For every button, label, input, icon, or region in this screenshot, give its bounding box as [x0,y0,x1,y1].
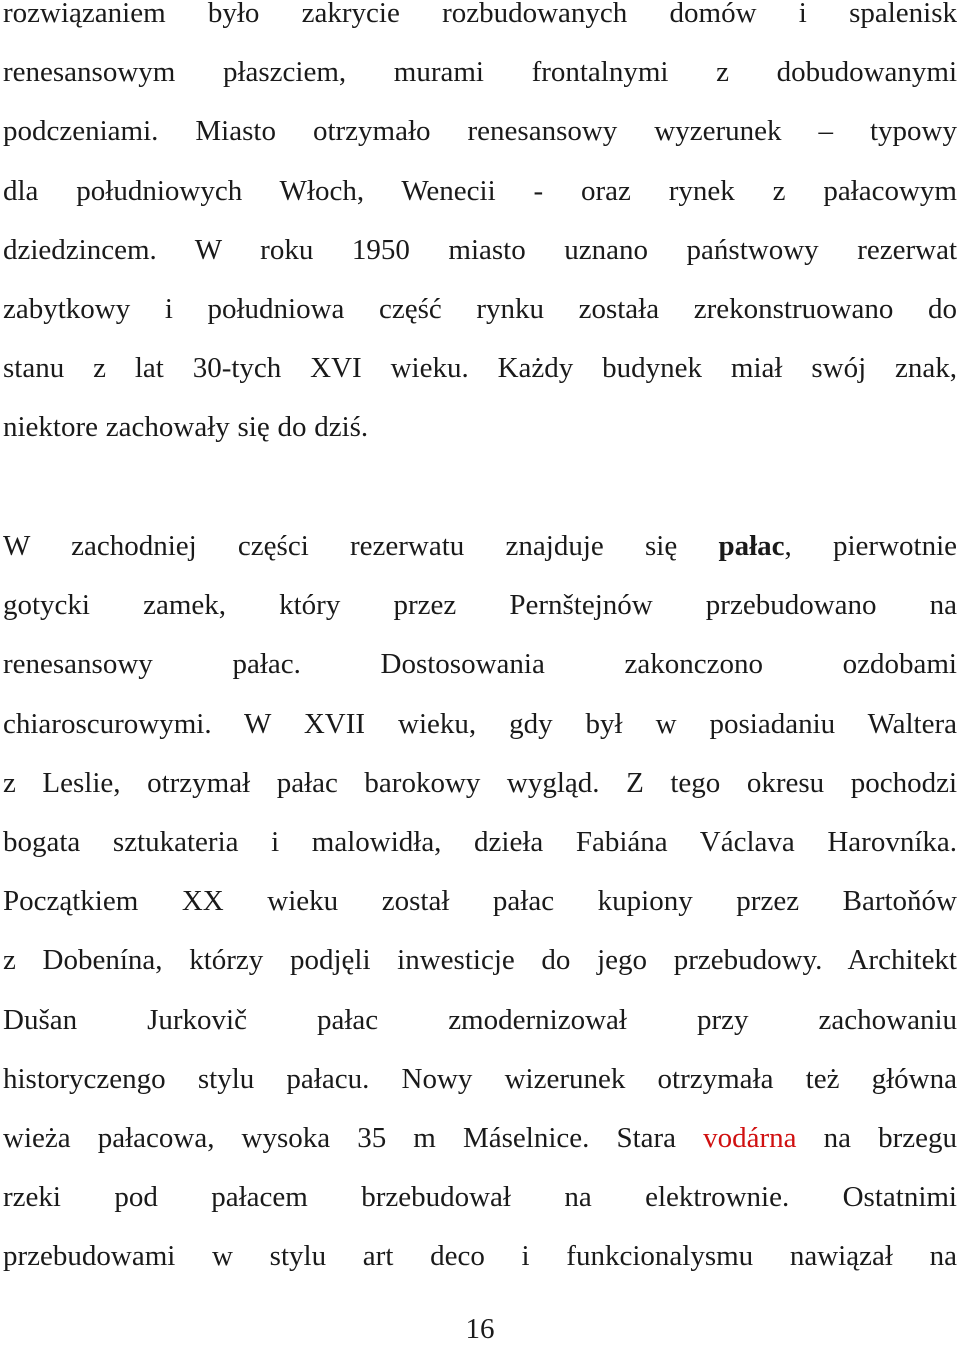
bold-term-palac: pałac [718,530,785,562]
page-number: 16 [465,1313,495,1345]
paragraph-2 [3,517,957,1286]
text-line: renesansowy pałac. Dostosowania zakonczono ozdobami [3,648,957,681]
text-segment: W zachodniej części rezerwatu znajduje się [3,530,678,562]
paragraph-1 [3,0,957,458]
text-line: Dušan Jurkovič pałac zmodernizował przy zachowaniu [3,1003,957,1036]
text-line: niektore zachowały się do dziś. [3,411,369,444]
text-line: dziedzincem. W roku 1950 miasto uznano państwowy rezerwat [3,233,957,266]
text-line: z Dobenína, którzy podjęli inwesticje do jego przebudowy. Architekt [3,944,957,977]
text-line: dla południowych Włoch, Wenecii - oraz rynek z pałacowym [3,174,957,207]
text-line: gotycki zamek, który przez Pernštejnów przebudowano na [3,589,957,622]
text-line: Początkiem XX wieku został pałac kupiony przez Bartoňów [3,885,957,918]
text-line: z Leslie, otrzymał pałac barokowy wygląd. Z tego okresu pochodzi [3,766,957,799]
text-line: renesansowym płaszciem, murami frontalnymi z dobudowanymi [3,56,957,89]
text-line: historyczengo stylu pałacu. Nowy wizerunek otrzymała też główna [3,1062,957,1095]
text-segment: , pierwotnie [784,530,957,562]
text-line: stanu z lat 30-tych XVI wieku. Każdy budynek miał swój znak, [3,352,957,385]
text-line: przebudowami w stylu art deco i funkcionalysmu nawiązał na [3,1240,957,1273]
text-segment: na brzegu [823,1121,957,1154]
text-line: bogata sztukateria i malowidła, dzieła Fabiána Václava Harovníka. [3,825,957,858]
vodarna-link[interactable]: vodárna [703,1121,797,1154]
text-line: rzeki pod pałacem brzebudował na elektrownie. Ostatnimi [3,1181,957,1214]
text-line-with-bold [3,517,957,576]
text-line: rozwiązaniem było zakrycie rozbudowanych domów i spalenisk [3,0,957,29]
text-segment: wieża pałacowa, wysoka 35 m Máselnice. Stara [3,1121,677,1154]
text-line: podczeniami. Miasto otrzymało renesansowy wyzerunek – typowy [3,115,957,148]
text-line: zabytkowy i południowa część rynku została zrekonstruowano do [3,292,957,325]
text-line: chiaroscurowymi. W XVII wieku, gdy był w posiadaniu Waltera [3,707,957,740]
text-line-with-link [3,1109,957,1168]
